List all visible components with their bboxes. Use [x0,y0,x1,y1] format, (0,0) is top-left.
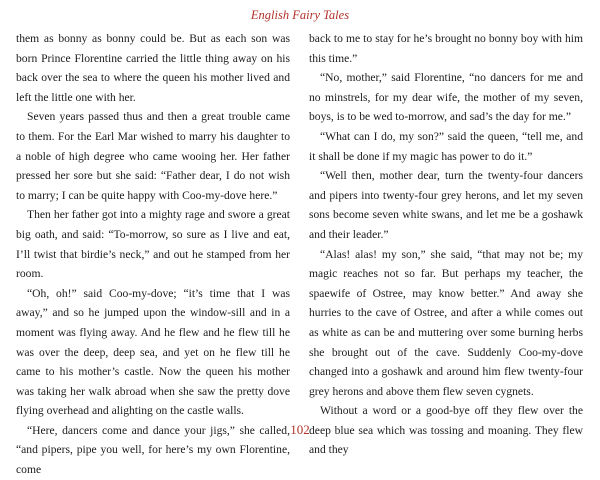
paragraph: back to me to stay for he’s brought no bonny boy with him this time.” [309,32,583,65]
paragraph: “Oh, oh!” said Coo-my-dove; “it’s time that I was away,” and so he jumped upon the window-sill and in a moment was flying away. And he flew and he flew till he was over the deep, deep sea, and yet on he flew till he came to his mother’s castle. Now the queen his mother was taking her walk abroad when she saw the pretty dove flying overhead and alighting on the castle walls. [16,286,290,418]
page-number: 102 [290,422,310,437]
left-text-column [16,29,290,480]
paragraph: “No, mother,” said Florentine, “no dancers for me and no minstrels, for my dear wife, the mother of my seven, boys, is to be wed to-morrow, and sad’s the day for me.” [309,71,583,124]
paragraph: “Here, dancers come and dance your jigs,” she called, “and pipers, pipe you well, for here’s my own Florentine, come [16,423,290,477]
paragraph: them as bonny as bonny could be. But as each son was born Prince Florentine carried the little thing away on his back over the sea to where the queen his mother lived and left the little one with her. [16,32,290,104]
paragraph: Without a word or a good-bye off they flew over the deep blue sea which was tossing and moaning. They flew and they [309,404,583,457]
paragraph: “Well then, mother dear, turn the twenty-four dancers and pipers into twenty-four grey herons, and let my seven sons become seven white swans, and let me be a goshawk and their leader.” [309,169,583,241]
right-text-column [309,29,583,460]
paragraph: “What can I do, my son?” said the queen, “tell me, and it shall be done if my magic has power to do it.” [309,129,583,163]
paragraph: “Alas! alas! my son,” she said, “that may not be; my magic reaches not so far. But perhaps my teacher, the spaewife of Ostree, may know better.” And away she hurries to the cave of Ostree, and after a while comes out as white as can be and muttering over some burning herbs she brought out of the cave. Suddenly Coo-my-dove changed into a goshawk and around him flew twenty-four grey herons and above them flew seven cygnets. [309,247,583,398]
paragraph: Seven years passed thus and then a great trouble came to them. For the Earl Mar wished to marry his daughter to a noble of high degree who came wooing her. Her father pressed her sore but she said: “Father dear, I do not wish to marry; I can be quite happy with Coo-my-dove here.” [16,110,290,202]
running-title: English Fairy Tales [250,8,350,22]
paragraph: Then her father got into a mighty rage and swore a great big oath, and said: “To-morrow, so sure as I live and eat, I’ll twist that birdie’s neck,” and out he stamped from her room. [16,208,290,281]
